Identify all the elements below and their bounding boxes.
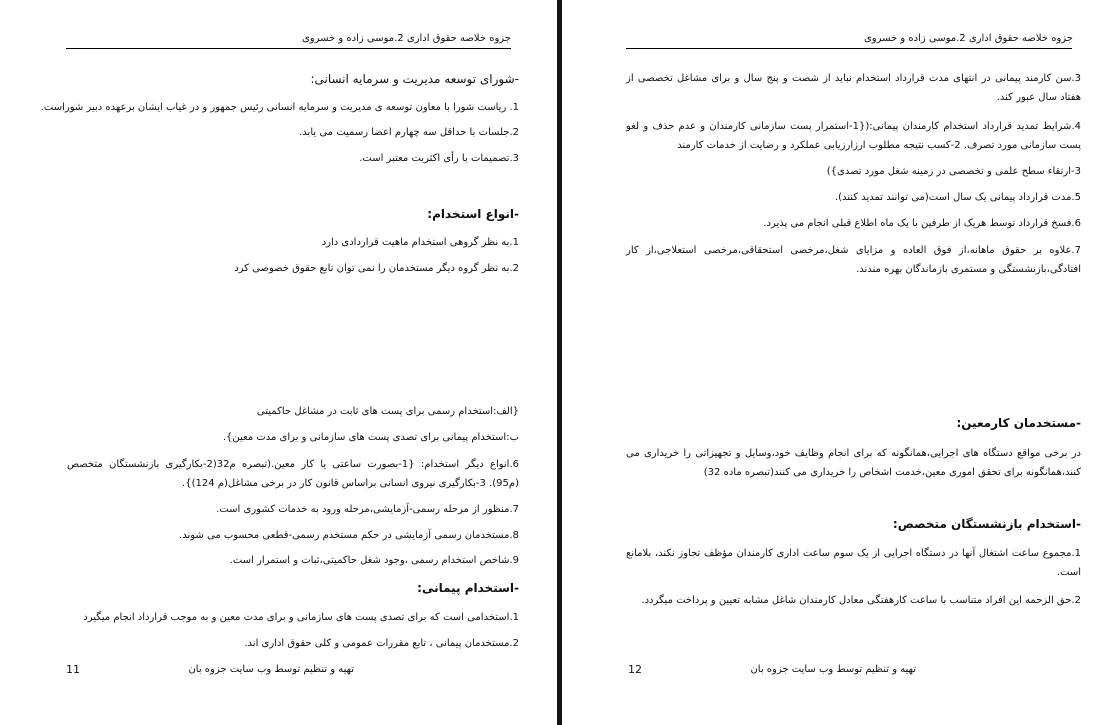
paragraph: 1.مجموع ساعت اشتغال آنها در دستگاه اجرایی از یک سوم ساعت اداری کارمندان مؤظف تجاوز نکند، بلامانع است. [626,548,1081,578]
paragraph: در برخی مواقع دستگاه های اجرایی،همانگونه که برای انجام وظایف خود،وسایل و تجهیزاتی را خریداری می کنند،همانگونه برای تحقق اموری معین،خدمت اشخاص را خریداری می کنند(تبصره ماده 32) [626,448,1081,478]
section-heading: -مستخدمان کارمعین: [956,416,1081,430]
paragraph: 3-ارتقاء سطح علمی و تخصصی در زمینه شغل مورد تصدی}) [826,166,1081,177]
paragraph: 8.مستخدمان رسمی آزمایشی در حکم مستخدم رسمی-قطعی محسوب می شوند. [179,530,519,541]
page-11 [0,0,557,725]
page-12 [562,0,1119,725]
section-heading: -شورای توسعه مدیریت و سرمایه انسانی: [310,72,519,86]
paragraph: {الف:استخدام رسمی برای پست های ثابت در مشاغل حاکمیتی [256,406,519,417]
paragraph: 2.حق الزحمه این افراد متناسب با ساعت کارهفتگی معادل کارمندان شاغل مشابه تعیین و پرداخت میگردد. [641,595,1081,606]
paragraph: 2.به نظر گروه دیگر مستخدمان را نمی توان تابع حقوق خصوصی کرد [234,263,519,274]
paragraph: 6.فسخ قرارداد توسط هریک از طرفین با یک ماه اطلاع قبلی انجام می پذیرد. [763,218,1081,229]
paragraph: 2.جلسات با حداقل سه چهارم اعضا رسمیت می یابد. [299,127,519,138]
paragraph: 7.علاوه بر حقوق ماهانه،از فوق العاده و مزایای شغل،مرخصی استحقاقی،مرخصی استعلاجی،از کار افتادگی،بازنشستگی و مستمری بازماندگان بهره مندند. [626,245,1081,275]
header-rule [66,48,511,49]
paragraph: 1. ریاست شورا با معاون توسعه ی مدیریت و سرمایه انسانی رئیس جمهور و در غیاب ایشان برعهده دبیر شوراست. [40,102,519,113]
paragraph: ب:استخدام پیمانی برای تصدی پست های سازمانی و برای مدت معین}. [222,432,519,443]
page-header-title: جزوه خلاصه حقوق اداری 2.موسی زاده و خسروی [301,33,511,44]
paragraph: 5.مدت قرارداد پیمانی یک سال است(می توانند تمدید کنند). [834,192,1081,203]
paragraph: 3.سن کارمند پیمانی در انتهای مدت قرارداد استخدام نباید از شصت و پنج سال و برای مشاغل تخصصی از هفتاد سال عبور کند. [626,73,1081,103]
page-header-title: جزوه خلاصه حقوق اداری 2.موسی زاده و خسروی [863,33,1073,44]
paragraph: 4.شرایط تمدید قرارداد استخدام کارمندان پیمانی:({1-استمرار پست سازمانی کارمندان و عدم حذف و لغو پست سازمانی مورد تصرف. 2-کسب نتیجه مطلوب ارزارزیابی عملکرد و رضایت از خدمات کارمند [626,121,1081,151]
header-rule [626,48,1072,49]
paragraph: 6.انواع دیگر استخدام: {1-بصورت ساعتی یا کار معین.(تبصره م32(2-بکارگیری بازنشستگان متخصص (م95). 3-بکارگیری نیروی انسانی براساس قانون کار در برخی مشاغل(م 124)}. [67,459,519,489]
page-footer: تهیه و تنظیم توسط وب سایت جزوه بان [750,664,916,675]
paragraph: 1.به نظر گروهی استخدام ماهیت قراردادی دارد [321,237,519,248]
paragraph: 2.مستخدمان پیمانی ، تابع مقررات عمومی و کلی حقوق اداری اند. [244,638,519,649]
paragraph: 3.تصمیمات با رأی اکثریت معتبر است. [359,153,519,164]
section-heading: -استخدام پیمانی: [417,581,519,595]
page-number: 11 [66,663,80,676]
paragraph: 9.شاخص استخدام رسمی ،وجود شغل حاکمیتی،ثبات و استمرار است. [229,555,519,566]
section-heading: -انواع استخدام: [427,207,519,221]
paragraph: 7.منظور از مرحله رسمی-آزمایشی،مرحله ورود به خدمات کشوری است. [216,504,519,515]
page-number: 12 [628,663,642,676]
section-heading: -استخدام بازنشستگان متخصص: [892,517,1081,531]
paragraph: 1.استخدامی است که برای تصدی پست های سازمانی و برای مدت معین و به موجب قرارداد انجام میگیرد [83,612,519,623]
page-footer: تهیه و تنظیم توسط وب سایت جزوه بان [188,664,354,675]
